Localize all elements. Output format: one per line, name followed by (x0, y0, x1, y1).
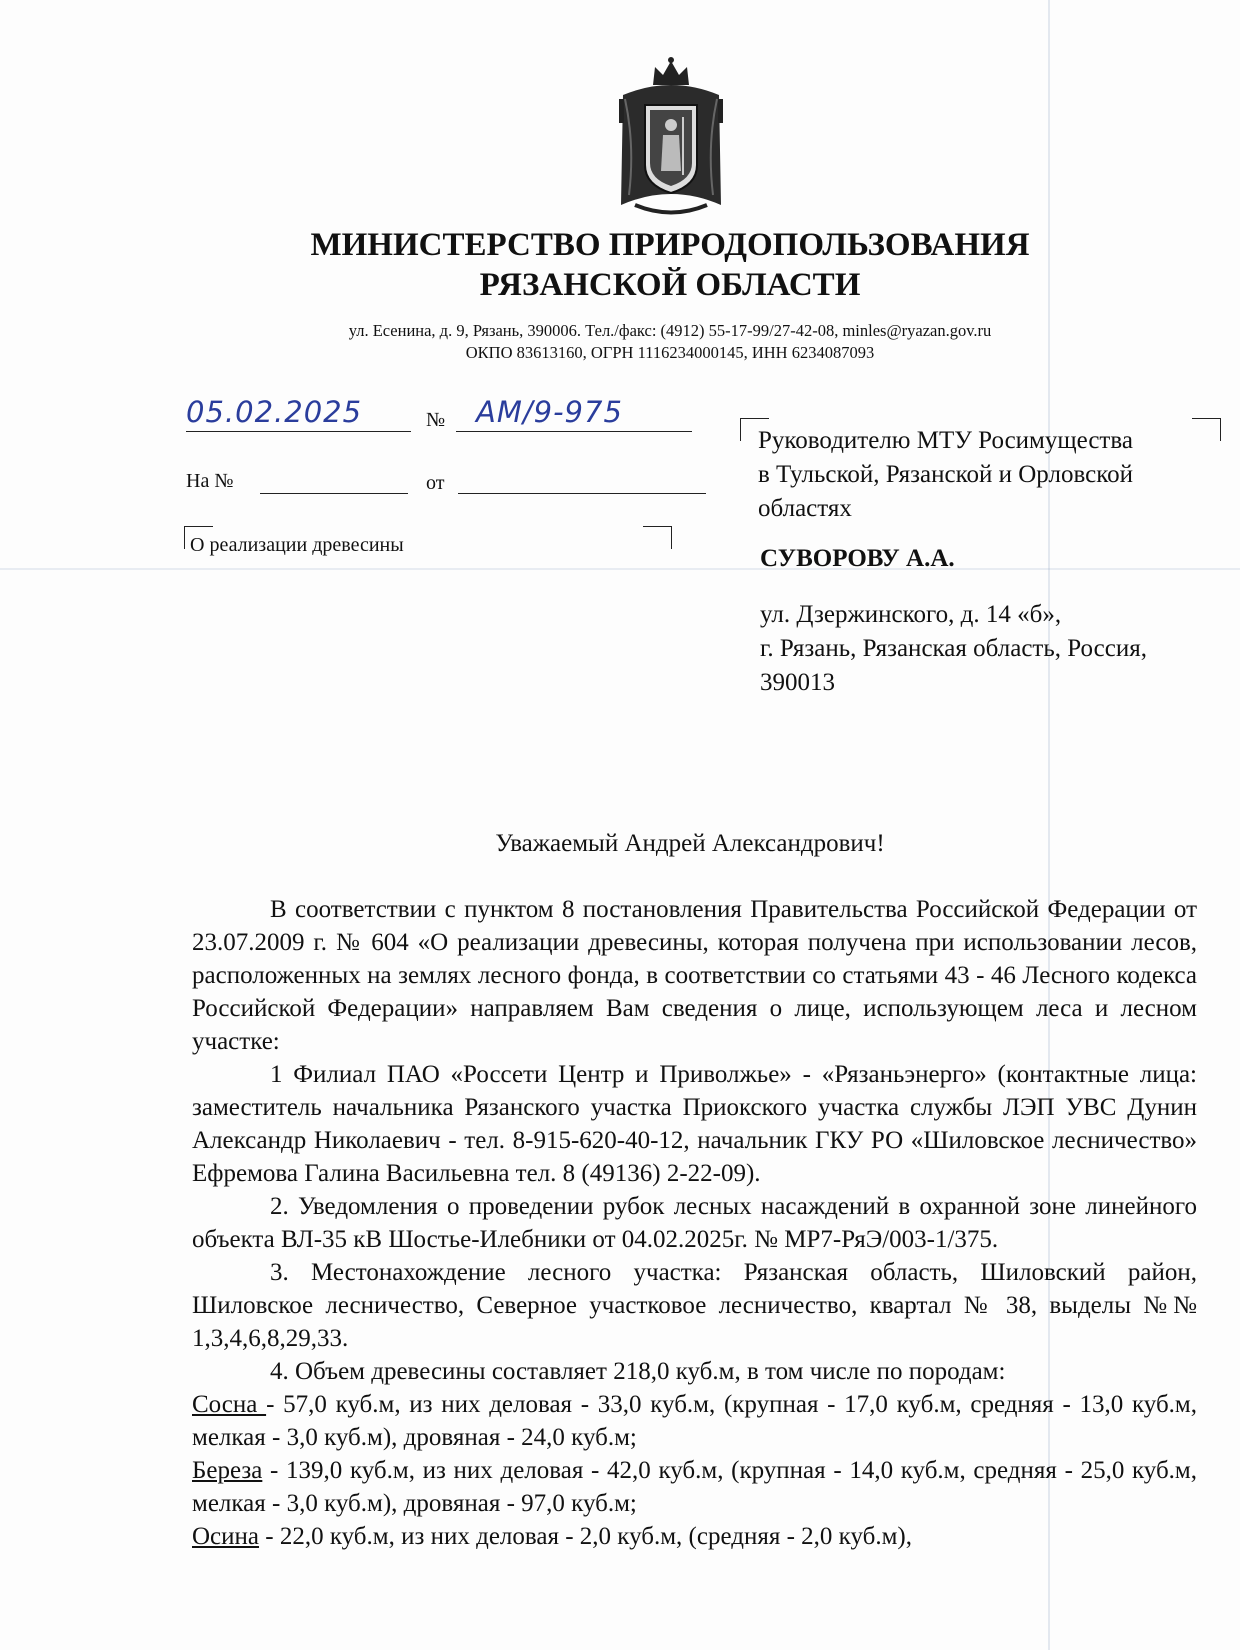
birch-label: Береза (192, 1457, 263, 1484)
paper-fold-horizontal (0, 568, 1240, 570)
reference-date-blank (458, 493, 706, 494)
aspen-text: - 22,0 куб.м, из них деловая - 2,0 куб.м, (средняя - 2,0 куб.м), (259, 1523, 912, 1550)
addressee-line3: областях (758, 495, 852, 522)
subject-text: О реализации древесины (190, 534, 404, 556)
registration-date: 05.02.2025 (186, 395, 363, 429)
letter-body (192, 893, 1197, 1553)
reference-number-label: На № (186, 470, 234, 492)
reference-line (186, 470, 233, 493)
ministry-title-line2: РЯЗАНСКОЙ ОБЛАСТИ (479, 267, 861, 303)
ministry-title-line1: МИНИСТЕРСТВО ПРИРОДОПОЛЬЗОВАНИЯ (310, 227, 1030, 263)
greeting: Уважаемый Андрей Александрович! (495, 830, 885, 857)
paragraph-intro: В соответствии с пунктом 8 постановления Правительства Российской Федерации от 23.07.2009 г. № 604 «О реализации древесины, которая получена при использовании лесов, расположенных на землях лесного фонда, в соответствии со статьями 43 - 46 Лесного кодекса Российской Федерации» направляем Вам сведения о лице, использующем леса и лесном участке: (192, 896, 1197, 1055)
pine-label: Сосна (192, 1391, 267, 1418)
paragraph-volume: 4. Объем древесины составляет 218,0 куб.м, в том числе по породам: (270, 1358, 1006, 1385)
pine-text: - 57,0 куб.м, из них деловая - 33,0 куб.м, (крупная - 17,0 куб.м, средняя - 13,0 куб.м, мелкая - 3,0 куб.м), дровяная - 24,0 куб.м; (192, 1391, 1197, 1451)
addressee-position (758, 424, 1238, 526)
addressee-name: СУВОРОВУ А.А. (760, 545, 955, 572)
reference-number-blank (260, 493, 408, 494)
paragraph-notification: 2. Уведомления о проведении рубок лесных насаждений в охранной зоне линейного объекта ВЛ-35 кВ Шостье-Илебники от 04.02.2025г. № МР7-РяЭ/003-1/375. (192, 1193, 1197, 1253)
contacts-address-line: ул. Есенина, д. 9, Рязань, 390006. Тел./факс: (4912) 55-17-99/27-42-08, minles@ryazan.gov.ru (348, 321, 992, 340)
birch-text: - 139,0 куб.м, из них деловая - 42,0 куб.м, (крупная - 14,0 куб.м, средняя - 25,0 куб.м, мелкая - 3,0 куб.м), дровяная - 97,0 куб.м; (192, 1457, 1197, 1517)
ministry-title (240, 225, 1100, 305)
addressee-line2: в Тульской, Рязанской и Орловской (758, 461, 1133, 488)
addressee-street2: г. Рязань, Рязанская область, Россия, (760, 635, 1147, 662)
aspen-label: Осина (192, 1523, 260, 1550)
subject-corner-right (643, 526, 672, 549)
paragraph-aspen (192, 1520, 1197, 1553)
registration-line (186, 395, 706, 435)
addressee-street1: ул. Дзержинского, д. 14 «б», (760, 601, 1062, 628)
paragraph-user-info: 1 Филиал ПАО «Россети Центр и Приволжье» - «Рязаньэнерго» (контактные лица: заместитель начальника Рязанского участка Приокского участка службы ЛЭП УВС Дунин Александр Николаевич - тел. 8-915-620-40-12, начальник ГКУ РО «Шиловское лесничество» Ефремова Галина Васильевна тел. 8 (49136) 2-22-09). (192, 1061, 1197, 1187)
addressee-street3: 390013 (760, 669, 835, 696)
registration-number: АМ/9-975 (476, 395, 623, 429)
subject-block (184, 526, 672, 556)
registration-number-label: № (426, 409, 446, 431)
date-underline (186, 431, 411, 432)
addressee-line1: Руководителю МТУ Росимущества (758, 427, 1133, 454)
contacts-codes-line: ОКПО 83613160, ОГРН 1116234000145, ИНН 6234087093 (465, 343, 875, 362)
paragraph-pine (192, 1388, 1197, 1454)
reference-from-label: от (426, 472, 445, 494)
number-underline (456, 431, 692, 432)
addressee-address (760, 598, 1230, 700)
ministry-contacts (240, 320, 1100, 364)
paragraph-birch (192, 1454, 1197, 1520)
paragraph-location: 3. Местонахождение лесного участка: Рязанская область, Шиловский район, Шиловское лесничество, Северное участковое лесничество, квартал № 38, выделы №№ 1,3,4,6,8,29,33. (192, 1259, 1197, 1352)
coat-of-arms-icon (615, 55, 727, 220)
